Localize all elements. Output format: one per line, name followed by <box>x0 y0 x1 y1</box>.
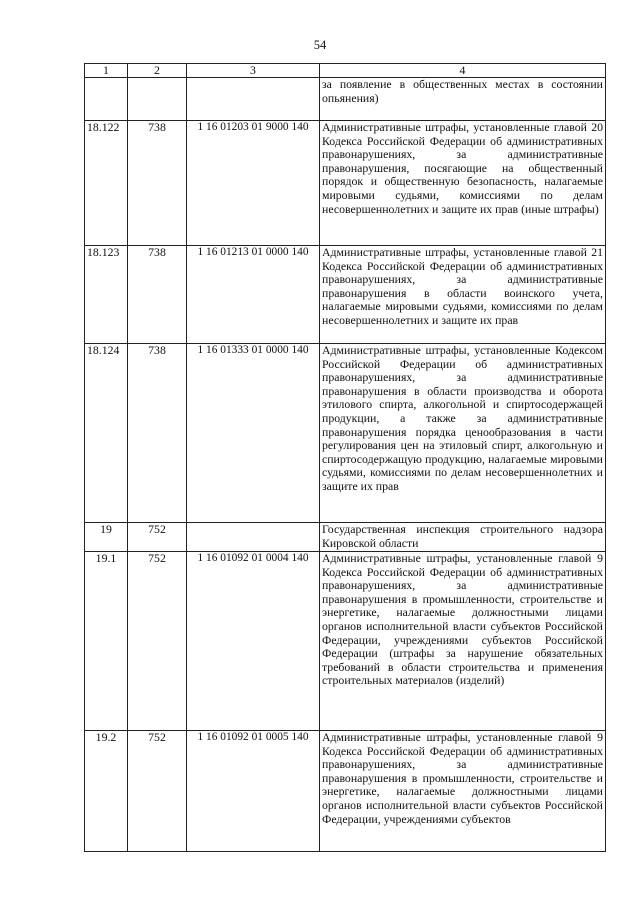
revenue-description: за появление в общественных местах в состоянии опьянения) <box>320 78 606 121</box>
row-number: 18.124 <box>85 344 128 523</box>
budget-classification-code: 1 16 01333 01 0000 140 <box>187 344 320 523</box>
revenue-description: Административные штрафы, установленные главой 20 Кодекса Российской Федерации об административных правонарушениях, за административные правонарушения, посягающие на общественный порядок и общественную безопасность, налагаемые мировыми судьями, комиссиями по делам несовершеннолетних и защите их прав (иные штрафы) <box>320 121 606 246</box>
budget-classification-code: 1 16 01203 01 9000 140 <box>187 121 320 246</box>
revenue-description: Административные штрафы, установленные Кодексом Российской Федерации об административных правонарушениях, за административные правонарушения в области производства и оборота этилового спирта, алкогольной и спиртосодержащей продукции, а также за административные правонарушения порядка ценообразования в части регулирования цен на этиловый спирт, алкогольную и спиртосодержащую продукцию, налагаемые мировыми судьями, комиссиями по делам несовершеннолетних и защите их прав <box>320 344 606 523</box>
revenue-description: Государственная инспекция строительного надзора Кировской области <box>320 523 606 552</box>
row-number: 19.1 <box>85 552 128 731</box>
table-row <box>85 121 606 246</box>
revenue-description: Административные штрафы, установленные главой 9 Кодекса Российской Федерации об административных правонарушениях, за административные правонарушения в промышленности, строительстве и энергетике, налагаемые должностными лицами органов исполнительной власти субъектов Российской Федерации, учреждениями субъектов Российской Федерации (штрафы за нарушение обязательных требований в области строительства и применения строительных материалов (изделий) <box>320 552 606 731</box>
table-row <box>85 344 606 523</box>
budget-classification-code <box>187 523 320 552</box>
row-number: 18.122 <box>85 121 128 246</box>
admin-code: 738 <box>128 246 187 344</box>
table-row <box>85 731 606 852</box>
admin-code: 738 <box>128 121 187 246</box>
admin-code <box>128 78 187 121</box>
table-row <box>85 246 606 344</box>
column-header-3: 3 <box>187 64 320 78</box>
budget-classification-code: 1 16 01213 01 0000 140 <box>187 246 320 344</box>
row-number <box>85 78 128 121</box>
admin-code: 752 <box>128 731 187 852</box>
table-row <box>85 552 606 731</box>
admin-code: 752 <box>128 552 187 731</box>
column-header-1: 1 <box>85 64 128 78</box>
row-number: 19 <box>85 523 128 552</box>
column-header-2: 2 <box>128 64 187 78</box>
table-row <box>85 78 606 121</box>
admin-code: 738 <box>128 344 187 523</box>
revenue-codes-table <box>84 63 606 852</box>
revenue-description: Административные штрафы, установленные главой 21 Кодекса Российской Федерации об административных правонарушениях, за административные правонарушения в области воинского учета, налагаемые мировыми судьями, комиссиями по делам несовершеннолетних и защите их прав <box>320 246 606 344</box>
revenue-description: Административные штрафы, установленные главой 9 Кодекса Российской Федерации об административных правонарушениях, за административные правонарушения в промышленности, строительстве и энергетике, налагаемые должностными лицами органов исполнительной власти субъектов Российской Федерации, учреждениями субъектов <box>320 731 606 852</box>
row-number: 18.123 <box>85 246 128 344</box>
column-header-4: 4 <box>320 64 606 78</box>
table-row <box>85 523 606 552</box>
budget-classification-code: 1 16 01092 01 0004 140 <box>187 552 320 731</box>
page-number: 54 <box>313 38 327 52</box>
budget-classification-code <box>187 78 320 121</box>
budget-classification-code: 1 16 01092 01 0005 140 <box>187 731 320 852</box>
row-number: 19.2 <box>85 731 128 852</box>
admin-code: 752 <box>128 523 187 552</box>
table-header-row <box>85 64 606 78</box>
